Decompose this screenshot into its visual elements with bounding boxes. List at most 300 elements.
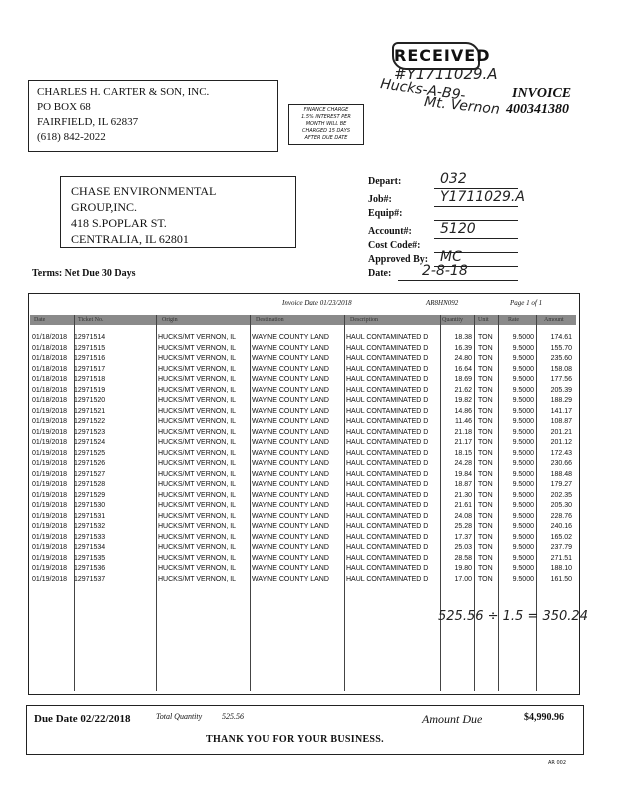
cell-rate: 9.5000 xyxy=(512,491,534,499)
cell-rate: 9.5000 xyxy=(512,365,534,373)
finance-note-line: CHARGED 15 DAYS xyxy=(301,128,351,134)
table-row xyxy=(30,344,576,355)
cell-desc: HAUL CONTAMINATED D xyxy=(346,491,429,499)
cell-desc: HAUL CONTAMINATED D xyxy=(346,418,429,425)
cell-desc: HAUL CONTAMINATED D xyxy=(346,523,429,530)
cell-cust: WAYNE COUNTY LAND xyxy=(252,418,329,425)
bill-to-address-box xyxy=(60,176,296,248)
cell-unit: TON xyxy=(478,449,493,457)
cell-amt: 141.17 xyxy=(550,407,572,415)
table-row xyxy=(30,375,576,386)
cell-date: 01/19/2018 xyxy=(32,470,68,478)
cell-ticket: 12971532 xyxy=(74,523,106,530)
cell-qty: 19.82 xyxy=(454,397,472,404)
cell-site: HUCKS/MT VERNON, IL xyxy=(158,439,237,446)
cell-cust: WAYNE COUNTY LAND xyxy=(252,523,329,530)
date-label: Date: xyxy=(368,268,392,279)
cell-amt: 188.29 xyxy=(550,397,572,404)
table-header-info xyxy=(28,299,578,311)
cell-desc: HAUL CONTAMINATED D xyxy=(346,386,429,394)
cell-amt: 201.21 xyxy=(550,428,572,436)
cell-ticket: 12971519 xyxy=(74,386,106,394)
cell-desc: HAUL CONTAMINATED D xyxy=(346,439,429,446)
amount-due-value: $4,990.96 xyxy=(524,712,564,723)
cell-unit: TON xyxy=(478,470,493,478)
cell-qty: 16.64 xyxy=(454,365,472,373)
cell-cust: WAYNE COUNTY LAND xyxy=(252,575,329,583)
cell-unit: TON xyxy=(478,575,493,583)
cell-ticket: 12971526 xyxy=(74,460,106,467)
cell-desc: HAUL CONTAMINATED D xyxy=(346,502,429,509)
cell-qty: 14.86 xyxy=(454,407,472,415)
cell-rate: 9.5000 xyxy=(512,575,534,583)
cell-site: HUCKS/MT VERNON, IL xyxy=(158,533,237,541)
col-rate: Rate xyxy=(508,317,519,323)
cell-date: 01/18/2018 xyxy=(32,397,68,404)
cell-qty: 18.69 xyxy=(454,376,472,383)
cell-qty: 25.03 xyxy=(454,544,472,551)
cell-amt: 202.35 xyxy=(550,491,572,499)
table-row xyxy=(30,365,576,376)
cell-unit: TON xyxy=(478,344,493,352)
cell-amt: 155.70 xyxy=(550,344,572,352)
cell-amt: 240.16 xyxy=(550,523,572,530)
cell-site: HUCKS/MT VERNON, IL xyxy=(158,428,237,436)
thank-you-message: THANK YOU FOR YOUR BUSINESS. xyxy=(206,734,384,745)
cell-qty: 24.28 xyxy=(454,460,472,467)
cell-unit: TON xyxy=(478,418,493,425)
cell-date: 01/19/2018 xyxy=(32,544,68,551)
cell-unit: TON xyxy=(478,355,493,362)
cell-date: 01/19/2018 xyxy=(32,449,68,457)
col-description: Description xyxy=(350,317,378,323)
cell-rate: 9.5000 xyxy=(512,481,534,488)
cell-date: 01/19/2018 xyxy=(32,460,68,467)
cell-amt: 108.87 xyxy=(550,418,572,425)
cell-date: 01/19/2018 xyxy=(32,491,68,499)
cell-qty: 18.15 xyxy=(454,449,472,457)
cell-site: HUCKS/MT VERNON, IL xyxy=(158,460,237,467)
payment-terms: Terms: Net Due 30 Days xyxy=(32,268,136,279)
cell-desc: HAUL CONTAMINATED D xyxy=(346,533,429,541)
cell-qty: 25.28 xyxy=(454,523,472,530)
cell-rate: 9.5000 xyxy=(512,376,534,383)
vendor-address-line2: FAIRFIELD, IL 62837 xyxy=(37,116,139,128)
cell-cust: WAYNE COUNTY LAND xyxy=(252,470,329,478)
approved-by-value: MC xyxy=(440,249,462,265)
cell-date: 01/19/2018 xyxy=(32,439,68,446)
cell-qty: 11.46 xyxy=(455,418,472,425)
cell-ticket: 12971514 xyxy=(74,334,106,341)
cell-desc: HAUL CONTAMINATED D xyxy=(346,397,429,404)
handwritten-job-number: #Y1711029.A xyxy=(394,65,498,83)
cell-amt: 158.08 xyxy=(550,365,572,373)
cell-unit: TON xyxy=(478,407,493,415)
cell-ticket: 12971521 xyxy=(74,407,106,415)
table-row xyxy=(30,480,576,491)
cell-date: 01/18/2018 xyxy=(32,365,68,373)
cell-ticket: 12971536 xyxy=(74,565,106,572)
col-destination: Destination xyxy=(256,317,284,323)
cell-qty: 17.37 xyxy=(454,533,472,541)
table-row xyxy=(30,543,576,554)
cell-ticket: 12971523 xyxy=(74,428,106,436)
cell-date: 01/18/2018 xyxy=(32,334,68,341)
cell-site: HUCKS/MT VERNON, IL xyxy=(158,344,237,352)
cell-rate: 9.5000 xyxy=(512,533,534,541)
invoice-number: 400341380 xyxy=(506,102,569,117)
cell-site: HUCKS/MT VERNON, IL xyxy=(158,334,237,341)
page-code: AR 002 xyxy=(548,760,567,766)
cell-ticket: 12971537 xyxy=(74,575,106,583)
cell-cust: WAYNE COUNTY LAND xyxy=(252,334,329,341)
cell-date: 01/19/2018 xyxy=(32,565,68,572)
cell-cust: WAYNE COUNTY LAND xyxy=(252,554,329,562)
cell-cust: WAYNE COUNTY LAND xyxy=(252,491,329,499)
cell-rate: 9.5000 xyxy=(512,554,534,562)
cell-cust: WAYNE COUNTY LAND xyxy=(252,502,329,509)
table-row xyxy=(30,522,576,533)
cell-desc: HAUL CONTAMINATED D xyxy=(346,544,429,551)
finance-note-line: FINANCE CHARGE xyxy=(303,107,349,113)
cell-ticket: 12971524 xyxy=(74,439,106,446)
cell-amt: 201.12 xyxy=(550,439,572,446)
depart-value: 032 xyxy=(440,171,467,187)
cell-cust: WAYNE COUNTY LAND xyxy=(252,533,329,541)
cell-amt: 174.61 xyxy=(550,334,572,341)
bill-to-line2: GROUP,INC. xyxy=(71,200,138,214)
cell-cust: WAYNE COUNTY LAND xyxy=(252,439,329,446)
cell-desc: HAUL CONTAMINATED D xyxy=(346,554,429,562)
cell-ticket: 12971520 xyxy=(74,397,106,404)
cell-amt: 188.10 xyxy=(550,565,572,572)
cell-unit: TON xyxy=(478,565,493,572)
cell-date: 01/19/2018 xyxy=(32,502,68,509)
cell-rate: 9.5000 xyxy=(512,449,534,457)
invoice-label: INVOICE xyxy=(512,86,572,101)
cell-date: 01/19/2018 xyxy=(32,481,68,488)
cell-date: 01/19/2018 xyxy=(32,428,68,436)
due-date: Due Date 02/22/2018 xyxy=(34,713,131,725)
table-row xyxy=(30,512,576,523)
amount-due-label: Amount Due xyxy=(422,712,483,726)
cell-qty: 21.30 xyxy=(454,491,472,499)
cell-ticket: 12971527 xyxy=(74,470,106,478)
cell-site: HUCKS/MT VERNON, IL xyxy=(158,376,237,383)
cell-desc: HAUL CONTAMINATED D xyxy=(346,575,429,583)
cell-site: HUCKS/MT VERNON, IL xyxy=(158,512,237,520)
col-origin: Origin xyxy=(162,317,178,323)
cell-desc: HAUL CONTAMINATED D xyxy=(346,512,429,520)
cell-unit: TON xyxy=(478,481,493,488)
cell-desc: HAUL CONTAMINATED D xyxy=(346,344,429,352)
cell-date: 01/19/2018 xyxy=(32,533,68,541)
cell-qty: 18.38 xyxy=(454,334,472,341)
cell-date: 01/18/2018 xyxy=(32,344,68,352)
cell-amt: 237.79 xyxy=(550,544,572,551)
cell-site: HUCKS/MT VERNON, IL xyxy=(158,386,237,394)
cell-site: HUCKS/MT VERNON, IL xyxy=(158,418,237,425)
cell-cust: WAYNE COUNTY LAND xyxy=(252,481,329,488)
cell-desc: HAUL CONTAMINATED D xyxy=(346,428,429,436)
cell-amt: 179.27 xyxy=(550,481,572,488)
cell-ticket: 12971517 xyxy=(74,365,106,373)
cell-desc: HAUL CONTAMINATED D xyxy=(346,460,429,467)
table-row xyxy=(30,449,576,460)
cell-amt: 161.50 xyxy=(550,575,572,583)
account-value: 5120 xyxy=(440,221,476,237)
cell-site: HUCKS/MT VERNON, IL xyxy=(158,523,237,530)
cell-desc: HAUL CONTAMINATED D xyxy=(346,565,429,572)
cell-amt: 188.48 xyxy=(550,470,572,478)
finance-note-line: AFTER DUE DATE xyxy=(304,135,348,141)
cell-amt: 228.76 xyxy=(550,512,572,520)
cost-code-label: Cost Code#: xyxy=(368,240,421,251)
equip-field xyxy=(368,208,518,222)
cell-unit: TON xyxy=(478,439,493,446)
cell-rate: 9.5000 xyxy=(512,386,534,394)
col-quantity: Quantity xyxy=(442,317,463,323)
cell-date: 01/19/2018 xyxy=(32,575,68,583)
cell-qty: 21.61 xyxy=(454,502,472,509)
table-row xyxy=(30,333,576,344)
total-quantity-value: 525.56 xyxy=(222,712,244,721)
cell-cust: WAYNE COUNTY LAND xyxy=(252,355,329,362)
cell-rate: 9.5000 xyxy=(512,470,534,478)
cell-ticket: 12971525 xyxy=(74,449,106,457)
cell-amt: 165.02 xyxy=(550,533,572,541)
finance-charge-note xyxy=(288,104,364,145)
cell-qty: 24.08 xyxy=(454,512,472,520)
cell-desc: HAUL CONTAMINATED D xyxy=(346,449,429,457)
cell-ticket: 12971515 xyxy=(74,344,106,352)
cell-rate: 9.5000 xyxy=(512,418,534,425)
invoice-date: Invoice Date 01/23/2018 xyxy=(282,299,352,307)
finance-note-line: 1.5% INTEREST PER xyxy=(301,114,351,120)
cell-ticket: 12971516 xyxy=(74,355,106,362)
cell-date: 01/19/2018 xyxy=(32,523,68,530)
cell-unit: TON xyxy=(478,365,493,373)
cell-date: 01/19/2018 xyxy=(32,407,68,415)
cell-ticket: 12971530 xyxy=(74,502,106,509)
date-value: 2-8-18 xyxy=(422,263,468,279)
cell-qty: 19.80 xyxy=(454,565,472,572)
cell-ticket: 12971533 xyxy=(74,533,106,541)
cell-cust: WAYNE COUNTY LAND xyxy=(252,544,329,551)
finance-note-line: MONTH WILL BE xyxy=(305,121,347,127)
bill-to-line3: 418 S.POPLAR ST. xyxy=(71,216,167,230)
cell-rate: 9.5000 xyxy=(512,428,534,436)
cell-unit: TON xyxy=(478,334,493,341)
table-row xyxy=(30,428,576,439)
cell-amt: 271.51 xyxy=(550,554,572,562)
table-row xyxy=(30,386,576,397)
cell-qty: 21.18 xyxy=(454,428,472,436)
cell-site: HUCKS/MT VERNON, IL xyxy=(158,491,237,499)
cell-date: 01/19/2018 xyxy=(32,554,68,562)
line-items xyxy=(30,333,576,585)
cell-cust: WAYNE COUNTY LAND xyxy=(252,365,329,373)
cell-site: HUCKS/MT VERNON, IL xyxy=(158,407,237,415)
ar-number: AR8HN092 xyxy=(426,299,459,307)
cell-cust: WAYNE COUNTY LAND xyxy=(252,386,329,394)
cell-unit: TON xyxy=(478,386,493,394)
cell-rate: 9.5000 xyxy=(512,355,534,362)
cell-cust: WAYNE COUNTY LAND xyxy=(252,407,329,415)
cell-site: HUCKS/MT VERNON, IL xyxy=(158,575,237,583)
table-row xyxy=(30,459,576,470)
cell-cust: WAYNE COUNTY LAND xyxy=(252,512,329,520)
cell-rate: 9.5000 xyxy=(512,397,534,404)
cell-site: HUCKS/MT VERNON, IL xyxy=(158,449,237,457)
table-row xyxy=(30,417,576,428)
cell-cust: WAYNE COUNTY LAND xyxy=(252,428,329,436)
cell-ticket: 12971522 xyxy=(74,418,106,425)
table-row xyxy=(30,564,576,575)
depart-field xyxy=(368,171,518,190)
total-quantity-label: Total Quantity xyxy=(156,712,203,721)
cell-site: HUCKS/MT VERNON, IL xyxy=(158,365,237,373)
cell-rate: 9.5000 xyxy=(512,344,534,352)
depart-label: Depart: xyxy=(368,176,402,187)
cell-unit: TON xyxy=(478,460,493,467)
cell-unit: TON xyxy=(478,502,493,509)
cell-ticket: 12971529 xyxy=(74,491,106,499)
col-amount: Amount xyxy=(544,317,564,323)
cell-site: HUCKS/MT VERNON, IL xyxy=(158,470,237,478)
cell-unit: TON xyxy=(478,544,493,551)
cell-ticket: 12971531 xyxy=(74,512,106,520)
cell-desc: HAUL CONTAMINATED D xyxy=(346,470,429,478)
cell-rate: 9.5000 xyxy=(512,502,534,509)
cell-amt: 172.43 xyxy=(550,449,572,457)
cell-site: HUCKS/MT VERNON, IL xyxy=(158,502,237,509)
equip-label: Equip#: xyxy=(368,208,403,219)
vendor-address-box xyxy=(28,80,278,152)
cell-site: HUCKS/MT VERNON, IL xyxy=(158,481,237,488)
cell-unit: TON xyxy=(478,428,493,436)
job-label: Job#: xyxy=(368,194,392,205)
table-row xyxy=(30,354,576,365)
cell-cust: WAYNE COUNTY LAND xyxy=(252,449,329,457)
vendor-name: CHARLES H. CARTER & SON, INC. xyxy=(37,86,210,98)
cell-ticket: 12971528 xyxy=(74,481,106,488)
cell-qty: 17.00 xyxy=(454,575,472,583)
cell-qty: 21.62 xyxy=(454,386,472,394)
cell-rate: 9.5000 xyxy=(512,407,534,415)
col-date: Date xyxy=(34,317,46,323)
cell-desc: HAUL CONTAMINATED D xyxy=(346,365,429,373)
table-row xyxy=(30,533,576,544)
cell-rate: 9.5000 xyxy=(512,439,534,446)
date-field xyxy=(368,263,518,282)
table-row xyxy=(30,396,576,407)
vendor-phone: (618) 842-2022 xyxy=(37,131,106,143)
cell-qty: 21.17 xyxy=(454,439,472,446)
job-value: Y1711029.A xyxy=(440,189,525,205)
cell-desc: HAUL CONTAMINATED D xyxy=(346,481,429,488)
cell-unit: TON xyxy=(478,554,493,562)
cell-cust: WAYNE COUNTY LAND xyxy=(252,397,329,404)
cell-site: HUCKS/MT VERNON, IL xyxy=(158,554,237,562)
cell-ticket: 12971534 xyxy=(74,544,106,551)
cell-site: HUCKS/MT VERNON, IL xyxy=(158,565,237,572)
cell-unit: TON xyxy=(478,533,493,541)
vendor-address-line1: PO BOX 68 xyxy=(37,101,91,113)
cell-qty: 16.39 xyxy=(454,344,472,352)
cell-amt: 177.56 xyxy=(550,376,572,383)
approved-by-label: Approved By: xyxy=(368,254,429,265)
cell-date: 01/19/2018 xyxy=(32,512,68,520)
cell-unit: TON xyxy=(478,397,493,404)
table-row xyxy=(30,554,576,565)
page-indicator: Page 1 of 1 xyxy=(510,299,543,307)
handwritten-calculation: 525.56 ÷ 1.5 = 350.24 xyxy=(438,609,588,624)
cell-unit: TON xyxy=(478,512,493,520)
handwritten-site: Hucks-A-B9- xyxy=(379,76,467,104)
bill-to-line1: CHASE ENVIRONMENTAL xyxy=(71,184,217,198)
cell-amt: 235.60 xyxy=(550,355,572,362)
account-label: Account#: xyxy=(368,226,412,237)
cell-amt: 205.39 xyxy=(550,386,572,394)
cell-rate: 9.5000 xyxy=(512,544,534,551)
cell-site: HUCKS/MT VERNON, IL xyxy=(158,544,237,551)
bill-to-line4: CENTRALIA, IL 62801 xyxy=(71,232,189,246)
cell-qty: 24.80 xyxy=(454,355,472,362)
cell-qty: 18.87 xyxy=(454,481,472,488)
cell-desc: HAUL CONTAMINATED D xyxy=(346,355,429,362)
cell-qty: 28.58 xyxy=(454,554,472,562)
cell-date: 01/18/2018 xyxy=(32,386,68,394)
cell-cust: WAYNE COUNTY LAND xyxy=(252,376,329,383)
cell-amt: 205.30 xyxy=(550,502,572,509)
cell-qty: 19.84 xyxy=(454,470,472,478)
cell-date: 01/19/2018 xyxy=(32,418,68,425)
cell-date: 01/18/2018 xyxy=(32,355,68,362)
col-ticket: Ticket No. xyxy=(78,317,104,323)
cell-desc: HAUL CONTAMINATED D xyxy=(346,407,429,415)
cell-rate: 9.5000 xyxy=(512,523,534,530)
cell-desc: HAUL CONTAMINATED D xyxy=(346,376,429,383)
cell-desc: HAUL CONTAMINATED D xyxy=(346,334,429,341)
cell-unit: TON xyxy=(478,491,493,499)
table-row xyxy=(30,501,576,512)
cell-rate: 9.5000 xyxy=(512,565,534,572)
cell-ticket: 12971535 xyxy=(74,554,106,562)
cell-cust: WAYNE COUNTY LAND xyxy=(252,344,329,352)
table-row xyxy=(30,438,576,449)
cell-unit: TON xyxy=(478,523,493,530)
approval-fields xyxy=(368,171,525,282)
table-row xyxy=(30,575,576,586)
table-row xyxy=(30,407,576,418)
cell-rate: 9.5000 xyxy=(512,334,534,341)
column-header-bar xyxy=(30,315,576,325)
cell-cust: WAYNE COUNTY LAND xyxy=(252,460,329,467)
cell-cust: WAYNE COUNTY LAND xyxy=(252,565,329,572)
table-row xyxy=(30,491,576,502)
table-row xyxy=(30,470,576,481)
cell-site: HUCKS/MT VERNON, IL xyxy=(158,355,237,362)
received-stamp: RECEIVED xyxy=(392,42,480,70)
cell-rate: 9.5000 xyxy=(512,460,534,467)
cell-unit: TON xyxy=(478,376,493,383)
cell-ticket: 12971518 xyxy=(74,376,106,383)
account-field xyxy=(368,221,518,240)
handwritten-location: Mt. Vernon xyxy=(423,94,501,118)
col-unit: Unit xyxy=(478,317,489,323)
cell-date: 01/18/2018 xyxy=(32,376,68,383)
